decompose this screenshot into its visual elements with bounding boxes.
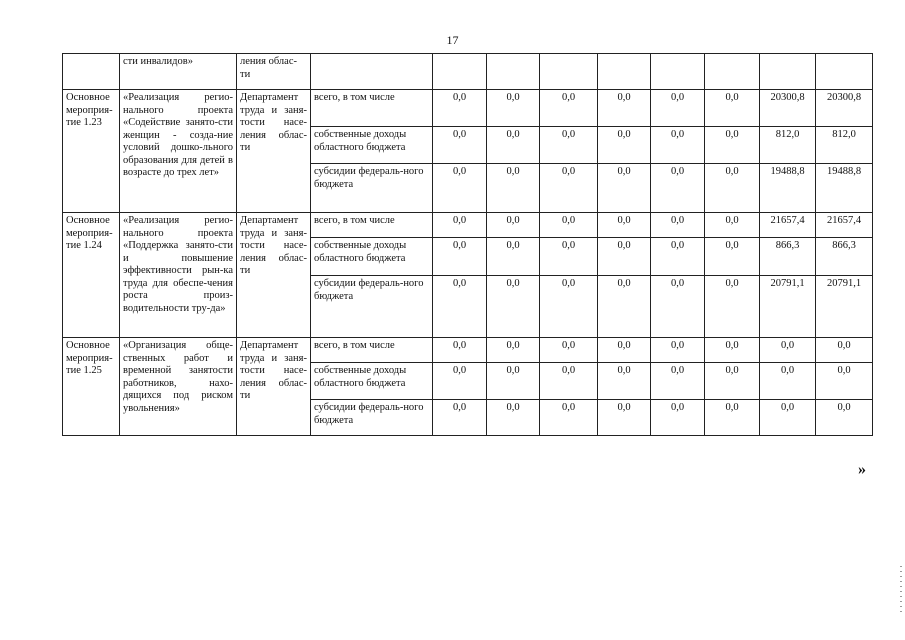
value-cell: 0,0 xyxy=(760,363,816,400)
value-cell: 0,0 xyxy=(598,90,651,127)
funding-source-cell: субсидии федераль-ного бюджета xyxy=(311,164,433,213)
measure-code-cell: Основное мероприя-тие 1.23 xyxy=(63,90,120,213)
value-cell xyxy=(816,54,873,90)
value-cell: 0,0 xyxy=(705,338,760,363)
value-cell: 0,0 xyxy=(651,338,705,363)
value-cell: 20300,8 xyxy=(760,90,816,127)
value-cell: 0,0 xyxy=(487,90,540,127)
measure-name-cell: «Реализация регио-нального проекта «Поддержка занято-сти и повышение эффективности рын-ка труда для обеспе-чения роста произ-водительности тру-да» xyxy=(120,213,237,338)
value-cell: 0,0 xyxy=(540,338,598,363)
funding-source-cell xyxy=(311,54,433,90)
table-row-continued xyxy=(63,54,873,90)
value-cell: 21657,4 xyxy=(760,213,816,238)
value-cell xyxy=(705,54,760,90)
value-cell: 0,0 xyxy=(598,400,651,436)
value-cell: 21657,4 xyxy=(816,213,873,238)
value-cell: 0,0 xyxy=(651,363,705,400)
value-cell: 0,0 xyxy=(540,400,598,436)
value-cell xyxy=(651,54,705,90)
value-cell: 0,0 xyxy=(540,90,598,127)
value-cell: 0,0 xyxy=(705,164,760,213)
executor-cell: Департамент труда и заня-тости насе-ления облас-ти xyxy=(237,213,311,338)
value-cell: 0,0 xyxy=(433,276,487,338)
table-row xyxy=(63,338,873,363)
value-cell xyxy=(760,54,816,90)
value-cell: 19488,8 xyxy=(760,164,816,213)
value-cell: 0,0 xyxy=(651,276,705,338)
value-cell: 0,0 xyxy=(433,213,487,238)
value-cell: 0,0 xyxy=(598,238,651,276)
value-cell: 812,0 xyxy=(760,127,816,164)
closing-quote-mark: » xyxy=(858,461,866,478)
measure-code-cell: Основное мероприя-тие 1.25 xyxy=(63,338,120,436)
measure-name-cell: «Реализация регио-нального проекта «Содействие занято-сти женщин - созда-ние условий дошко-льного образования для детей в возрасте до трех лет» xyxy=(120,90,237,213)
value-cell: 812,0 xyxy=(816,127,873,164)
value-cell: 20791,1 xyxy=(760,276,816,338)
value-cell: 866,3 xyxy=(760,238,816,276)
measure-name-cell: «Организация обще-ственных работ и временной занятости работников, нахо-дящихся под риском увольнения» xyxy=(120,338,237,436)
funding-source-cell: всего, в том числе xyxy=(311,213,433,238)
value-cell: 20791,1 xyxy=(816,276,873,338)
value-cell: 0,0 xyxy=(540,213,598,238)
executor-cell: Департамент труда и заня-тости насе-ления облас-ти xyxy=(237,338,311,436)
value-cell: 0,0 xyxy=(487,363,540,400)
value-cell: 0,0 xyxy=(705,238,760,276)
funding-source-cell: собственные доходы областного бюджета xyxy=(311,363,433,400)
value-cell: 0,0 xyxy=(651,238,705,276)
value-cell: 0,0 xyxy=(816,363,873,400)
value-cell: 0,0 xyxy=(433,238,487,276)
value-cell: 20300,8 xyxy=(816,90,873,127)
measure-name-cell: сти инвалидов» xyxy=(120,54,237,90)
table-row xyxy=(63,213,873,238)
value-cell: 0,0 xyxy=(816,338,873,363)
value-cell: 0,0 xyxy=(487,276,540,338)
value-cell: 0,0 xyxy=(598,127,651,164)
value-cell: 0,0 xyxy=(651,164,705,213)
measure-code-cell xyxy=(63,54,120,90)
value-cell: 19488,8 xyxy=(816,164,873,213)
table-row xyxy=(63,90,873,127)
value-cell: 0,0 xyxy=(433,90,487,127)
value-cell: 0,0 xyxy=(760,338,816,363)
value-cell: 0,0 xyxy=(540,363,598,400)
funding-source-cell: всего, в том числе xyxy=(311,90,433,127)
value-cell: 0,0 xyxy=(598,276,651,338)
value-cell: 0,0 xyxy=(651,90,705,127)
value-cell: 0,0 xyxy=(433,164,487,213)
value-cell: 0,0 xyxy=(651,127,705,164)
page-number: 17 xyxy=(446,33,459,47)
value-cell: 0,0 xyxy=(540,164,598,213)
value-cell: 0,0 xyxy=(487,338,540,363)
scan-edge-marks xyxy=(900,566,902,614)
value-cell xyxy=(433,54,487,90)
value-cell: 0,0 xyxy=(433,127,487,164)
value-cell: 0,0 xyxy=(816,400,873,436)
value-cell: 0,0 xyxy=(433,400,487,436)
value-cell: 0,0 xyxy=(598,363,651,400)
value-cell: 0,0 xyxy=(598,164,651,213)
funding-source-cell: всего, в том числе xyxy=(311,338,433,363)
funding-source-cell: субсидии федераль-ного бюджета xyxy=(311,400,433,436)
value-cell xyxy=(487,54,540,90)
value-cell: 0,0 xyxy=(705,400,760,436)
funding-source-cell: субсидии федераль-ного бюджета xyxy=(311,276,433,338)
value-cell: 0,0 xyxy=(705,127,760,164)
funding-source-cell: собственные доходы областного бюджета xyxy=(311,238,433,276)
executor-cell: Департамент труда и заня-тости насе-ления облас-ти xyxy=(237,90,311,213)
value-cell: 0,0 xyxy=(540,238,598,276)
value-cell: 0,0 xyxy=(651,213,705,238)
value-cell xyxy=(540,54,598,90)
value-cell: 0,0 xyxy=(705,363,760,400)
measure-code-cell: Основное мероприя-тие 1.24 xyxy=(63,213,120,338)
value-cell: 0,0 xyxy=(433,363,487,400)
table-body xyxy=(63,54,873,436)
value-cell: 0,0 xyxy=(651,400,705,436)
value-cell: 0,0 xyxy=(598,213,651,238)
value-cell: 0,0 xyxy=(760,400,816,436)
value-cell: 0,0 xyxy=(433,338,487,363)
value-cell: 0,0 xyxy=(540,276,598,338)
value-cell: 0,0 xyxy=(705,90,760,127)
executor-cell: ления облас-ти xyxy=(237,54,311,90)
value-cell: 0,0 xyxy=(487,213,540,238)
funding-source-cell: собственные доходы областного бюджета xyxy=(311,127,433,164)
value-cell: 0,0 xyxy=(487,400,540,436)
value-cell: 0,0 xyxy=(487,127,540,164)
value-cell xyxy=(598,54,651,90)
budget-table xyxy=(62,53,873,436)
value-cell: 866,3 xyxy=(816,238,873,276)
value-cell: 0,0 xyxy=(487,164,540,213)
value-cell: 0,0 xyxy=(705,276,760,338)
value-cell: 0,0 xyxy=(487,238,540,276)
value-cell: 0,0 xyxy=(540,127,598,164)
value-cell: 0,0 xyxy=(598,338,651,363)
value-cell: 0,0 xyxy=(705,213,760,238)
